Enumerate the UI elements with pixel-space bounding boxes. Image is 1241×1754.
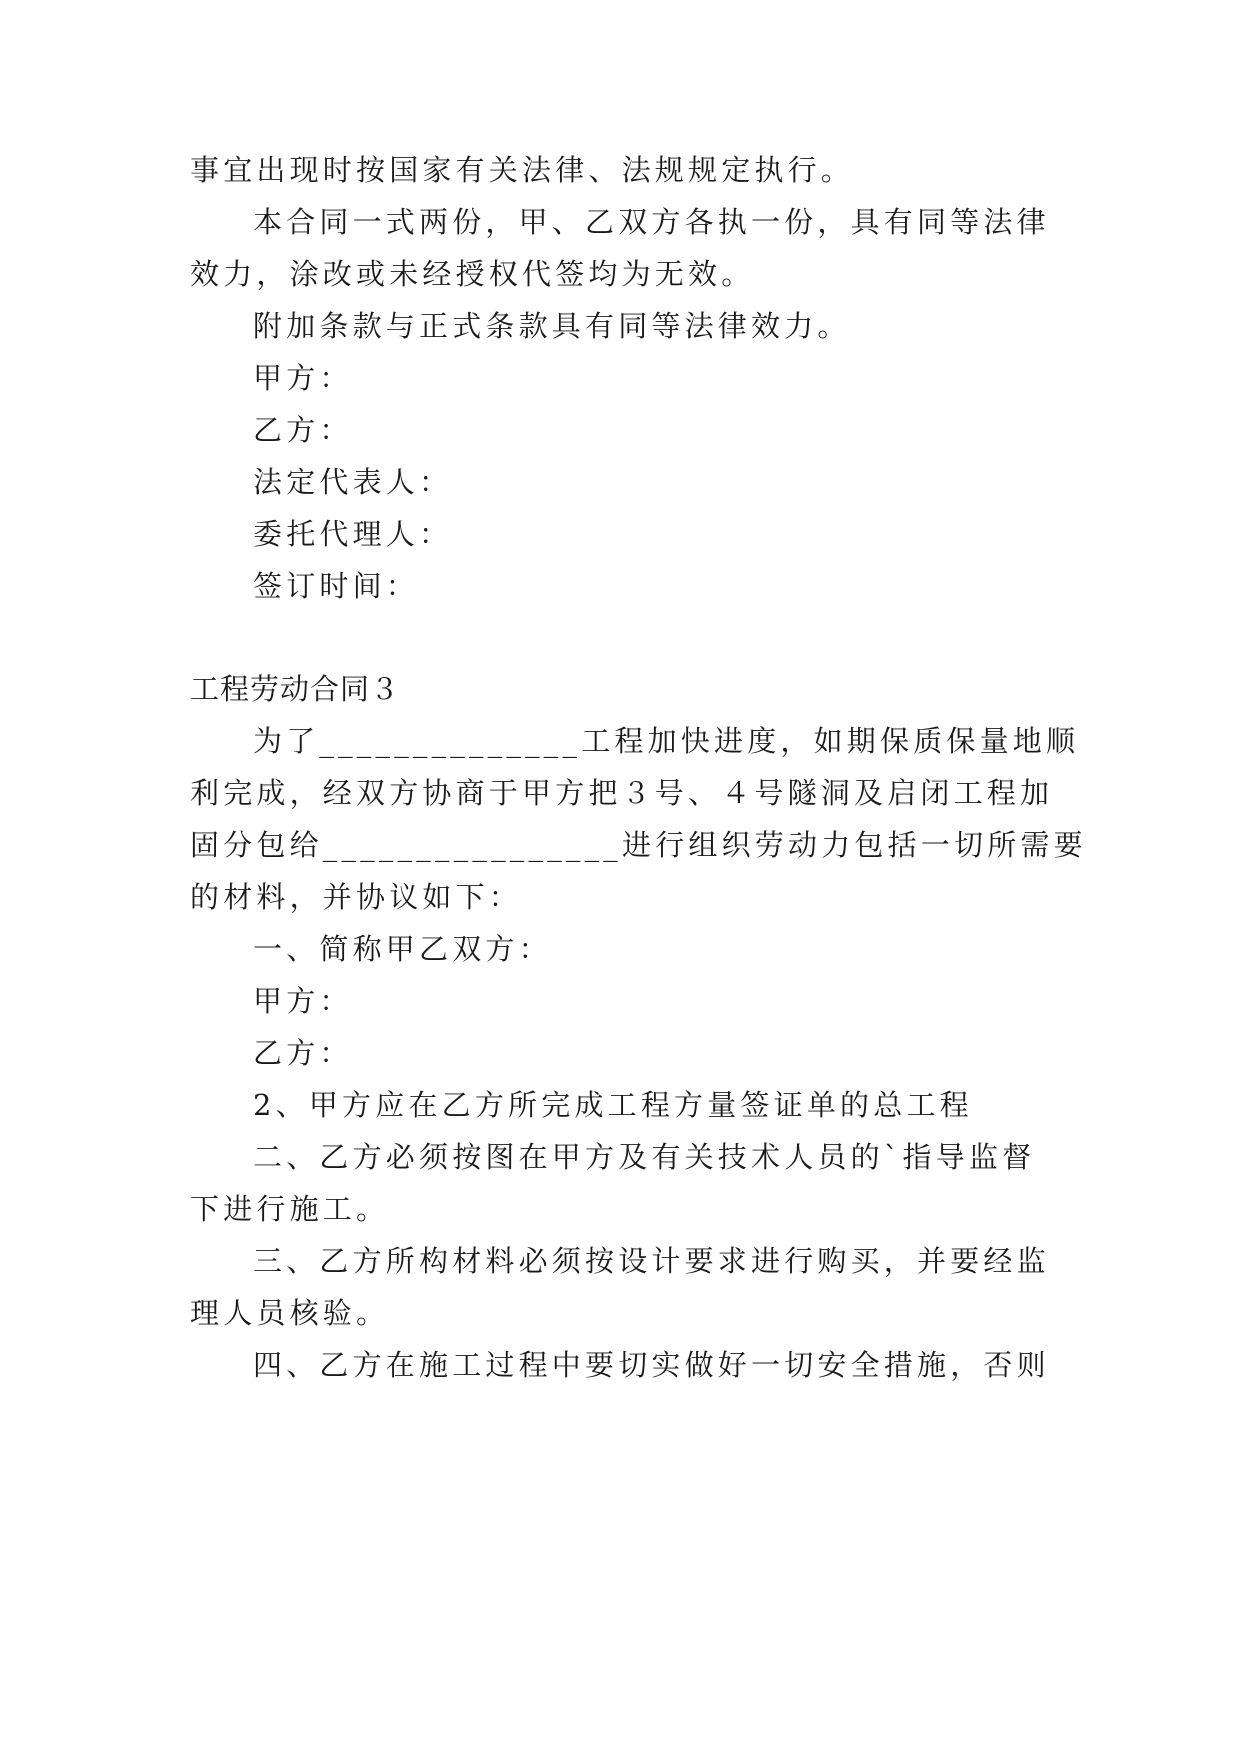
signature-label-agent: 委托代理人： (253, 517, 453, 551)
paragraph-line: 利完成，经双方协商于甲方把３号、４号隧洞及启闭工程加 (190, 776, 1054, 810)
clause-line: 理人员核验。 (190, 1296, 390, 1330)
party-a-label: 甲方： (253, 984, 353, 1018)
section-title: 工程劳动合同３ (190, 672, 401, 706)
clause-line: 下进行施工。 (190, 1192, 390, 1226)
paragraph-line: 事宜出现时按国家有关法律、法规规定执行。 (190, 153, 855, 187)
signature-label-legal-rep: 法定代表人： (253, 465, 453, 499)
signature-label-party-a: 甲方： (253, 361, 353, 395)
paragraph-line: 的材料，并协议如下： (190, 880, 523, 914)
paragraph-line: 本合同一式两份，甲、乙双方各执一份，具有同等法律 (253, 205, 1050, 239)
clause-line: 三、乙方所构材料必须按设计要求进行购买，并要经监 (253, 1244, 1050, 1278)
paragraph-line: 附加条款与正式条款具有同等法律效力。 (253, 309, 851, 343)
paragraph-line: 为了______________工程加快进度，如期保质保量地顺 (253, 724, 1080, 758)
paragraph-line: 固分包给________________进行组织劳动力包括一切所需要 (190, 828, 1087, 862)
paragraph-line: 效力，涂改或未经授权代签均为无效。 (190, 257, 755, 291)
signature-label-party-b: 乙方： (253, 413, 353, 447)
clause-line: 2、甲方应在乙方所完成工程方量签证单的总工程 (253, 1088, 973, 1122)
clause-heading: 一、简称甲乙双方： (253, 932, 552, 966)
clause-line: 四、乙方在施工过程中要切实做好一切安全措施，否则 (253, 1348, 1050, 1382)
clause-line: 二、乙方必须按图在甲方及有关技术人员的`指导监督 (253, 1140, 1036, 1174)
party-b-label: 乙方： (253, 1036, 353, 1070)
signature-label-date: 签订时间： (253, 569, 420, 603)
